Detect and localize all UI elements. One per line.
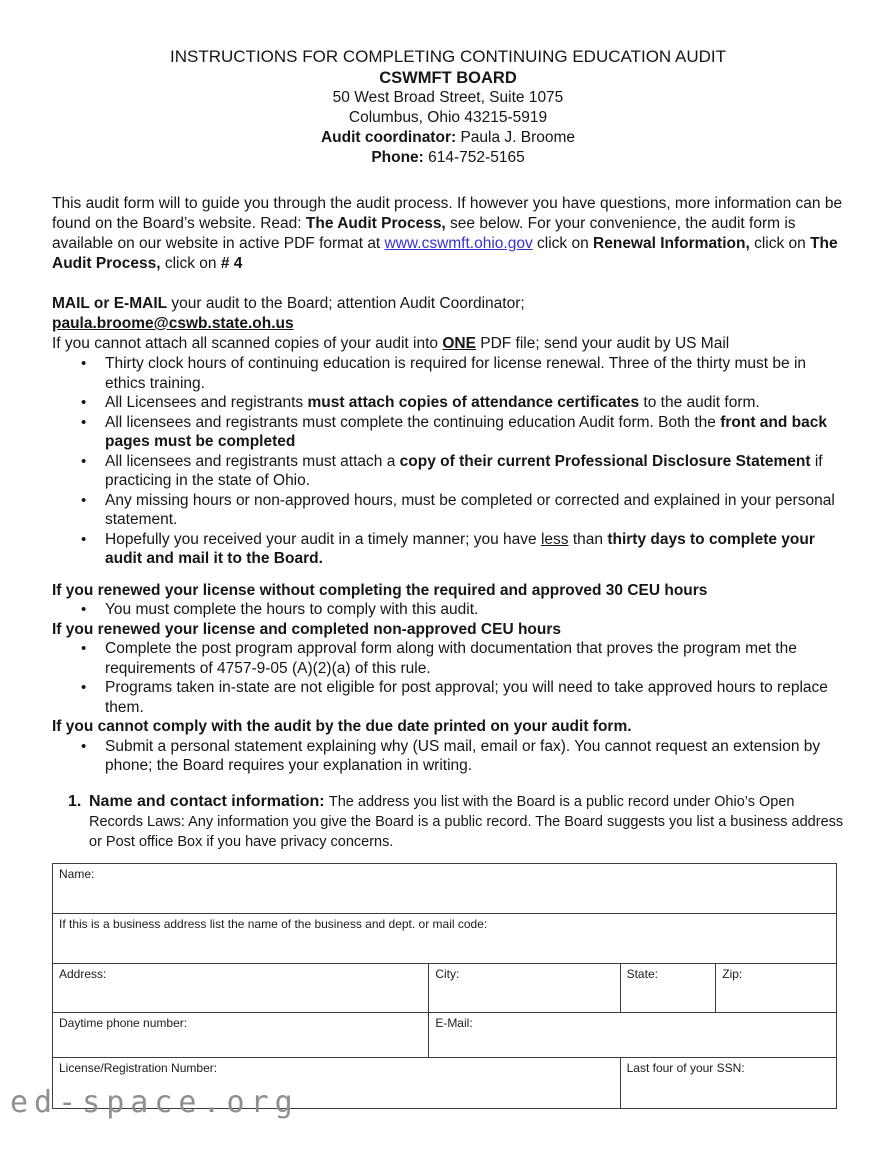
bullet-item: • You must complete the hours to comply with this audit. [105, 600, 844, 620]
text-segment: This audit form will to guide you through the audit process. If however you have questions, more information can be found on the Board’s website. Read: [52, 195, 843, 232]
text-segment: Renewal Information, [593, 235, 750, 252]
street-address: 50 West Broad Street, Suite 1075 [332, 89, 564, 106]
section-bullets [52, 639, 844, 717]
section-heading-cannot-comply: If you cannot comply with the audit by the due date printed on your audit form. [52, 718, 632, 735]
city-field-cell[interactable]: City: [429, 963, 620, 1012]
text-segment: copy of their current Professional Disclosure Statement [399, 452, 811, 470]
ssn-field-cell[interactable]: Last four of your SSN: [620, 1057, 836, 1108]
daytime-phone-field-cell[interactable]: Daytime phone number: [53, 1012, 429, 1057]
section-heading-no-ceu: If you renewed your license without completing the required and approved 30 CEU hours [52, 581, 708, 599]
text-segment: All licensees and registrants must attach a [105, 452, 400, 470]
text-segment: PDF file; send your audit by US Mail [475, 335, 730, 352]
document-title: INSTRUCTIONS FOR COMPLETING CONTINUING EDUCATION AUDIT [170, 47, 726, 66]
item-number: 1. [68, 792, 82, 810]
name-field-cell[interactable]: Name: [53, 863, 837, 913]
bullet-item [105, 452, 844, 491]
renewal-scenarios [52, 581, 844, 776]
text-segment: see below. For your convenience, the audit form is available on our website in active PDF format at [52, 215, 796, 252]
text-segment: click on [532, 235, 594, 252]
website-link[interactable]: www.cswmft.ohio.gov [384, 235, 533, 252]
text-segment: click on [749, 235, 811, 252]
text-segment: to the audit form. [639, 394, 760, 411]
text-segment: # 4 [220, 255, 243, 272]
email-address: paula.broome@cswb.state.oh.us [52, 315, 294, 332]
business-name-field-cell[interactable]: If this is a business address list the name of the business and dept. or mail code: [53, 913, 837, 963]
email-field-cell[interactable]: E-Mail: [429, 1012, 837, 1057]
phone-label: Phone: [371, 149, 424, 166]
text-segment: Hopefully you received your audit in a timely manner; you have [105, 530, 541, 548]
document-header [52, 46, 844, 168]
bullet-item: • Complete the post program approval form along with documentation that proves the program met the requirements of 4757-9-05 (A)(2)(a) of this rule. [105, 639, 844, 678]
text-segment: if practicing in the state of Ohio. [105, 452, 823, 489]
watermark: ed-space.org [10, 1085, 299, 1120]
bullet-item [105, 491, 844, 530]
item-body: The address you list with the Board is a public record under Ohio’s Open Records Laws: Any information you give the Board is a public record. The Board suggests you list a business address or Post office Box if you have privacy concerns. [89, 793, 844, 850]
text-segment: must attach copies of attendance certificates [307, 394, 640, 411]
text-segment: less [540, 530, 569, 548]
text-segment: front and back pages must be completed [105, 413, 827, 450]
section-bullets [52, 600, 844, 620]
text-segment: The Audit Process, [52, 235, 838, 272]
city-address: Columbus, Ohio 43215-5919 [348, 109, 548, 126]
coordinator-label: Audit coordinator: [320, 129, 457, 146]
text-segment: ONE [442, 335, 476, 352]
bullet-item [105, 413, 844, 452]
license-number-field-cell[interactable]: License/Registration Number: [53, 1057, 621, 1108]
coordinator-name: Paula J. Broome [460, 129, 576, 146]
bullet-item [105, 530, 844, 569]
text-segment: If you cannot attach all scanned copies of your audit into [52, 335, 443, 352]
mail-line-3 [52, 334, 844, 354]
text-segment: Thirty clock hours of continuing education is required for license renewal. Three of the thirty must be in ethics training. [105, 355, 807, 392]
item-title: Name and contact information: [89, 792, 325, 810]
intro-paragraph [52, 194, 844, 274]
text-segment: All licensees and registrants must complete the continuing education Audit form. Both the [105, 413, 721, 431]
text-segment: your audit to the Board; attention Audit Coordinator; [167, 295, 525, 312]
bullet-item: • Submit a personal statement explaining why (US mail, email or fax). You cannot request an extension by phone; the Board requires your explanation in writing. [105, 737, 844, 776]
coordinator-line [52, 128, 844, 148]
section-heading-non-approved: If you renewed your license and completed non-approved CEU hours [52, 620, 562, 638]
mail-line-1 [52, 294, 844, 314]
zip-field-cell[interactable]: Zip: [716, 963, 837, 1012]
text-segment: MAIL or E-MAIL [52, 295, 168, 312]
numbered-item-1 [68, 792, 844, 852]
text-segment: thirty days to complete your audit and mail it to the Board. [105, 530, 815, 567]
state-field-cell[interactable]: State: [620, 963, 716, 1012]
text-segment: All Licensees and registrants [105, 394, 308, 411]
contact-form-table [52, 863, 837, 1109]
address-field-cell[interactable]: Address: [53, 963, 429, 1012]
text-segment: click on [160, 255, 221, 272]
requirement-bullets [52, 354, 844, 569]
mail-line-2 [52, 314, 844, 334]
mail-instructions [52, 294, 844, 354]
bullet-item [105, 393, 844, 413]
item-content [89, 792, 844, 852]
bullet-item [105, 354, 844, 393]
phone-number: 614-752-5165 [428, 149, 525, 166]
text-segment: Any missing hours or non-approved hours, must be completed or corrected and explained in your personal statement. [105, 491, 835, 528]
text-segment: The Audit Process, [305, 215, 446, 232]
text-segment: than [568, 530, 608, 548]
org-name: CSWMFT BOARD [379, 69, 517, 87]
phone-line [52, 148, 844, 168]
section-bullets [52, 737, 844, 776]
bullet-item: • Programs taken in-state are not eligible for post approval; you will need to take approved hours to replace them. [105, 678, 844, 717]
